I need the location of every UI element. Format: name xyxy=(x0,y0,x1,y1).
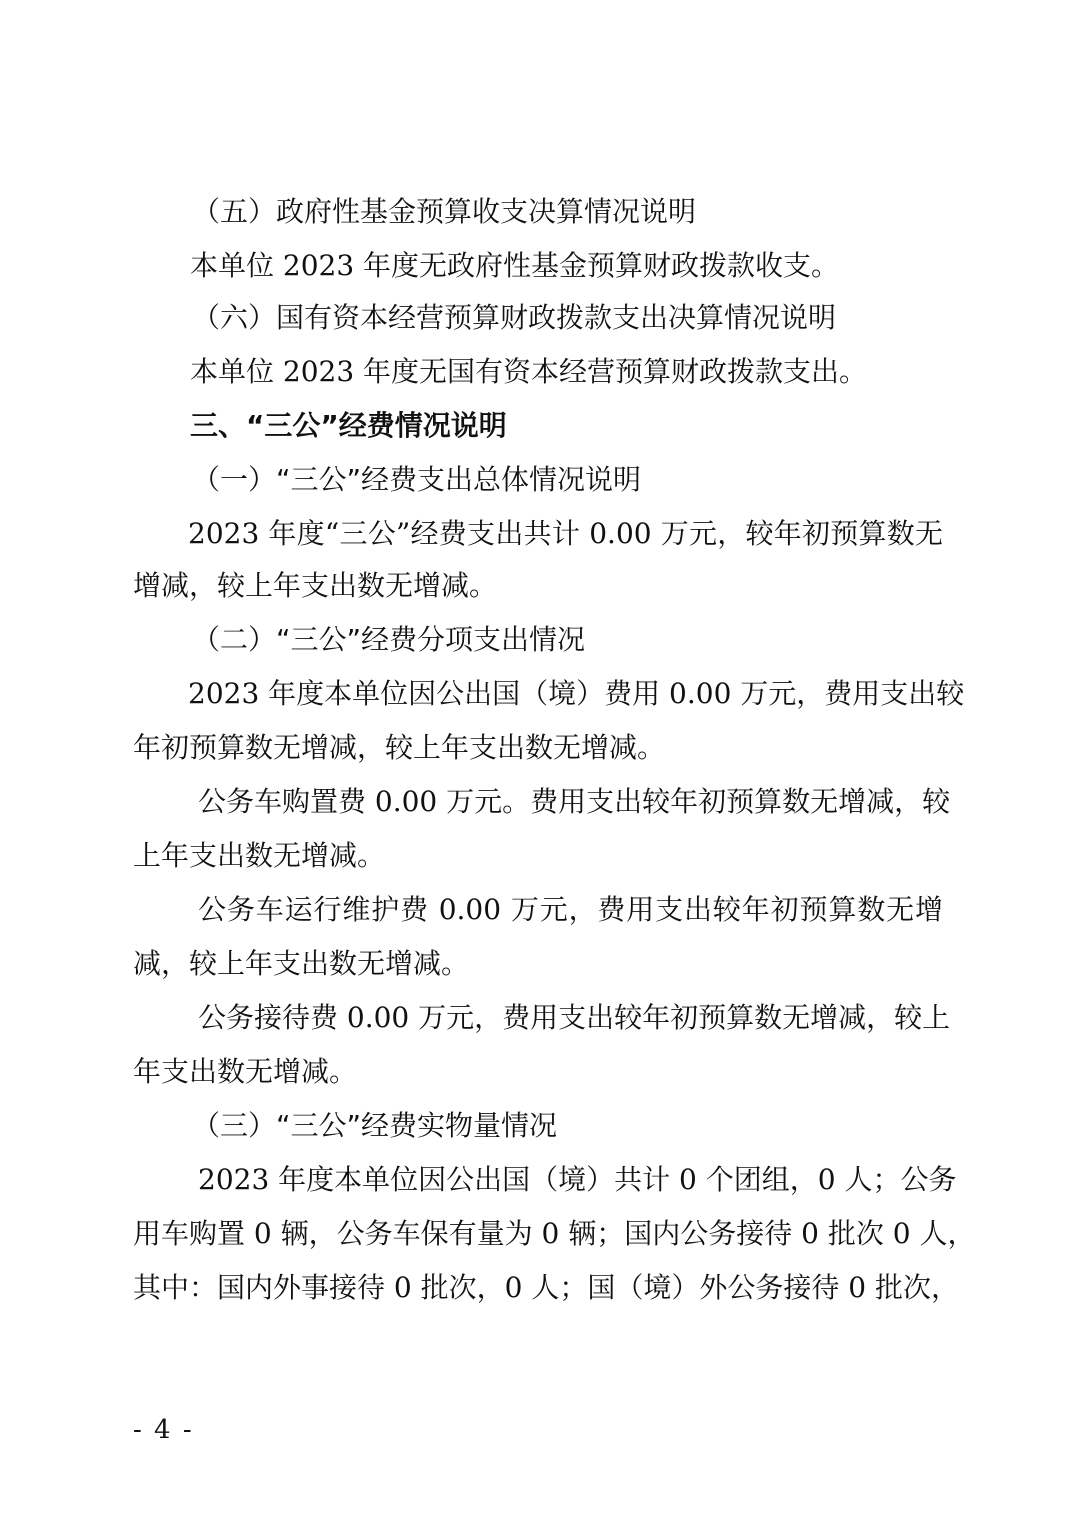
paragraph-line: 年初预算数无增减，较上年支出数无增减。 xyxy=(133,731,666,764)
section-6-heading: （六）国有资本经营预算财政拨款支出决算情况说明 xyxy=(192,301,837,334)
paragraph-line: 2023 年度本单位因公出国（境）共计 0 个团组，0 人；公务 xyxy=(198,1163,957,1196)
paragraph-line: 年支出数无增减。 xyxy=(133,1055,358,1088)
paragraph-line: 2023 年度“三公”经费支出共计 0.00 万元，较年初预算数无 xyxy=(188,517,943,550)
paragraph-line: 用车购置 0 辆，公务车保有量为 0 辆；国内公务接待 0 批次 0 人， xyxy=(133,1217,976,1250)
paragraph-line: 其中：国内外事接待 0 批次，0 人；国（境）外公务接待 0 批次， xyxy=(133,1271,959,1304)
page-number: - 4 - xyxy=(133,1415,194,1445)
subsection-1-heading: （一）“三公”经费支出总体情况说明 xyxy=(192,463,642,496)
paragraph-line: 增减，较上年支出数无增减。 xyxy=(133,569,498,602)
part-3-heading: 三、“三公”经费情况说明 xyxy=(190,409,507,442)
section-6-body: 本单位 2023 年度无国有资本经营预算财政拨款支出。 xyxy=(190,355,868,388)
paragraph-line: 减，较上年支出数无增减。 xyxy=(133,947,470,980)
subsection-3-heading: （三）“三公”经费实物量情况 xyxy=(192,1109,558,1142)
paragraph-line: 公务车购置费 0.00 万元。费用支出较年初预算数无增减，较 xyxy=(198,785,951,818)
paragraph-line: 公务接待费 0.00 万元，费用支出较年初预算数无增减，较上 xyxy=(198,1001,951,1034)
paragraph-line: 公务车运行维护费 0.00 万元，费用支出较年初预算数无增 xyxy=(198,893,943,926)
subsection-2-heading: （二）“三公”经费分项支出情况 xyxy=(192,623,586,656)
paragraph-line: 2023 年度本单位因公出国（境）费用 0.00 万元，费用支出较 xyxy=(188,677,965,710)
section-5-body: 本单位 2023 年度无政府性基金预算财政拨款收支。 xyxy=(190,249,840,282)
paragraph-line: 上年支出数无增减。 xyxy=(133,839,386,872)
section-5-heading: （五）政府性基金预算收支决算情况说明 xyxy=(192,195,697,228)
